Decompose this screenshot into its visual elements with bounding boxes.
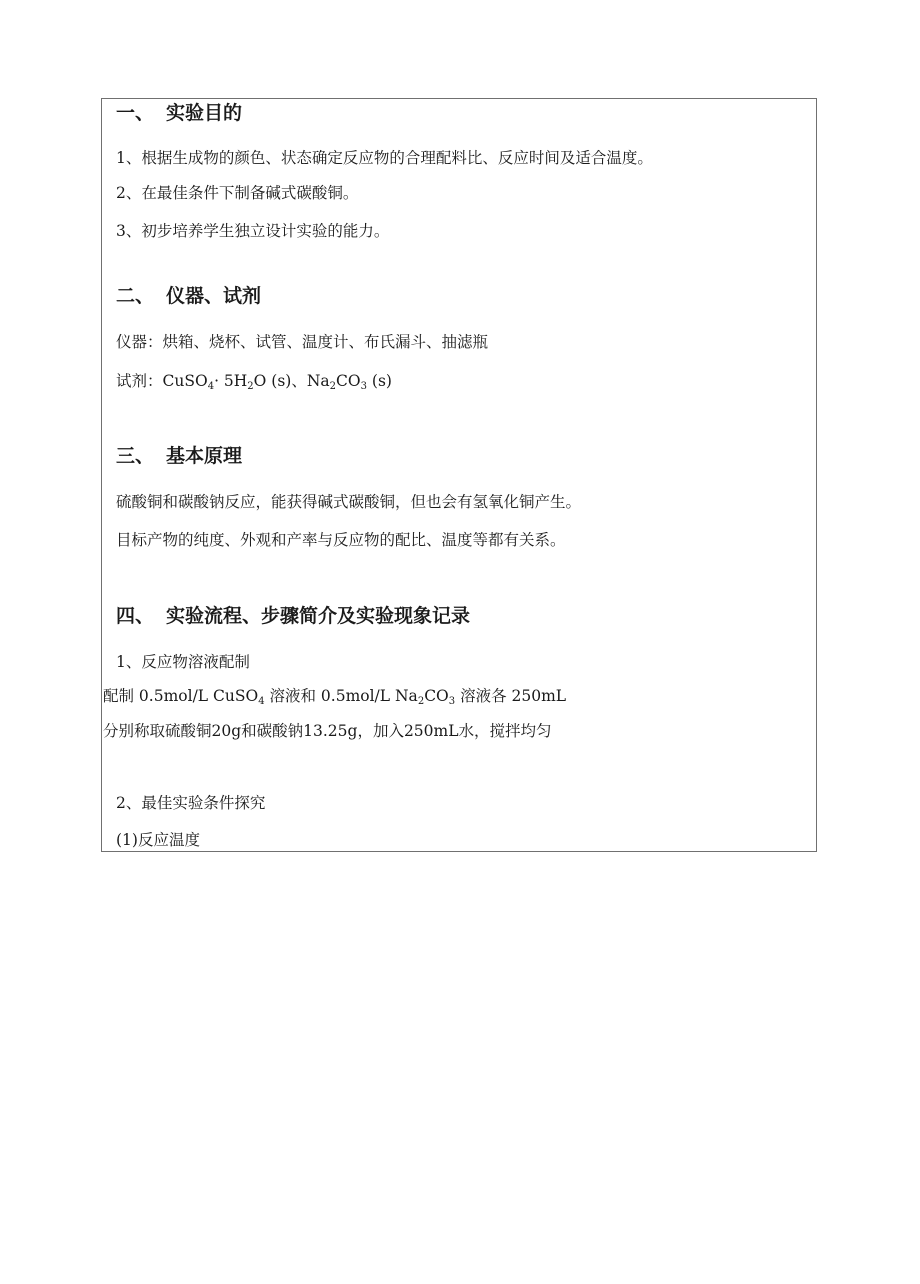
- section-1-title: 实验目的: [166, 102, 243, 124]
- section-1-heading: [116, 104, 242, 123]
- section-3-number: 三、: [116, 445, 155, 467]
- reagent-co: CO: [336, 372, 361, 390]
- reagent-co-subscript: 3: [360, 381, 367, 392]
- prep-part-d: 溶液各 250mL: [455, 687, 567, 705]
- section-1-line-1: 1、根据生成物的颜色、状态确定反应物的合理配料比、反应时间及适合温度。: [116, 149, 653, 167]
- reagent-h2o-rest: O (s)、Na: [253, 372, 330, 390]
- instruments-line: 仪器：烘箱、烧杯、试管、温度计、布氏漏斗、抽滤瓶: [116, 333, 489, 351]
- reagents-label: 试剂：: [116, 372, 163, 390]
- section-3-heading: [116, 447, 242, 466]
- reagent-tail: (s): [367, 372, 392, 390]
- section-2-heading: [116, 287, 261, 306]
- section-3-line-1: 硫酸铜和碳酸钠反应，能获得碱式碳酸铜，但也会有氢氧化铜产生。: [116, 493, 582, 511]
- reagent-h2o-subscript: 2: [247, 381, 254, 392]
- section-1-line-2: 2、在最佳条件下制备碱式碳酸铜。: [116, 184, 359, 202]
- prep-part-b: 溶液和 0.5mol/L Na: [264, 687, 418, 705]
- prep-part-c: CO: [424, 687, 449, 705]
- reagent-hydrate-dot: · 5H: [214, 372, 248, 390]
- section-2-title: 仪器、试剂: [166, 285, 262, 307]
- section-1-number: 一、: [116, 102, 155, 124]
- section-3-title: 基本原理: [166, 445, 243, 467]
- section-4-number: 四、: [116, 605, 155, 627]
- step-2-sub-1: (1)反应温度: [116, 831, 200, 849]
- prep-na-subscript: 2: [417, 696, 425, 707]
- reagents-line: [116, 374, 392, 390]
- reagent-na-subscript: 2: [329, 381, 337, 392]
- section-4-title: 实验流程、步骤简介及实验现象记录: [166, 605, 471, 627]
- reagent-cuso4-subscript: 4: [207, 381, 215, 392]
- section-4-heading: [116, 607, 470, 626]
- section-1-line-3: 3、初步培养学生独立设计实验的能力。: [116, 222, 390, 240]
- section-2-number: 二、: [116, 285, 155, 307]
- weighing-line: 分别称取硫酸铜20g和碳酸钠13.25g，加入250mL水，搅拌均匀: [103, 722, 552, 740]
- reagent-cuso4: CuSO: [162, 372, 208, 390]
- step-1-title: 1、反应物溶液配制: [116, 653, 250, 671]
- preparation-line: [103, 689, 566, 705]
- prep-part-a: 配制 0.5mol/L CuSO: [103, 687, 259, 705]
- prep-cuso4-subscript: 4: [258, 696, 265, 707]
- section-3-line-2: 目标产物的纯度、外观和产率与反应物的配比、温度等都有关系。: [116, 531, 566, 549]
- step-2-title: 2、最佳实验条件探究: [116, 794, 266, 812]
- prep-co-subscript: 3: [448, 696, 456, 707]
